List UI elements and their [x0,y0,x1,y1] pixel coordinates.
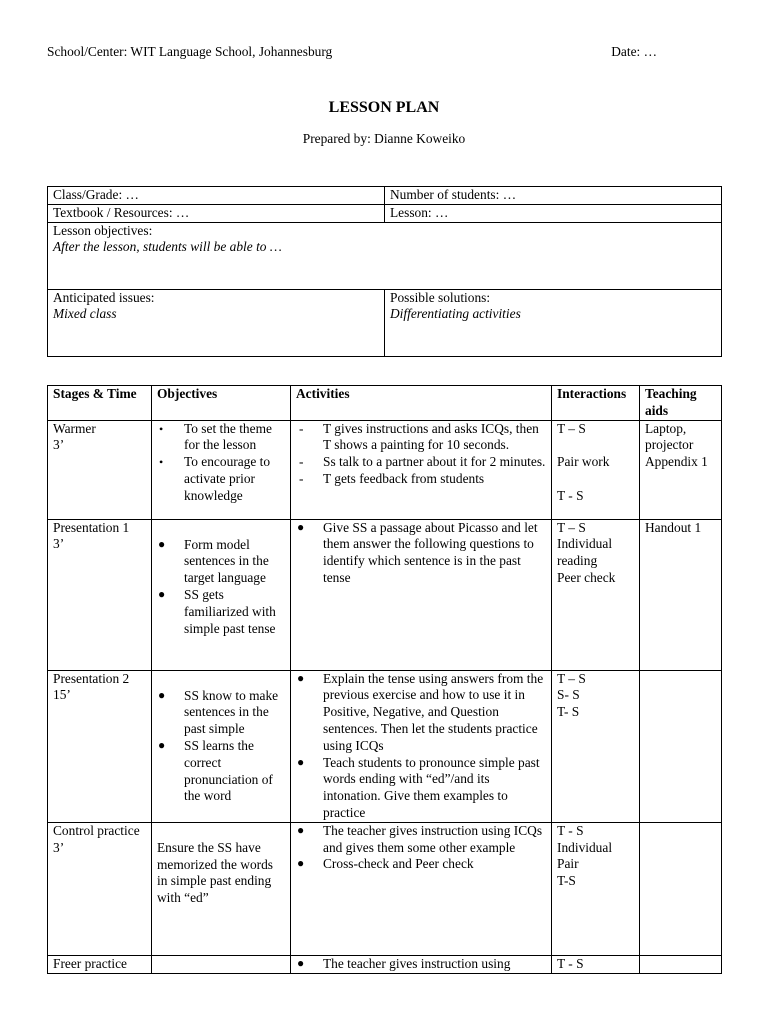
interaction: S- S [557,687,580,703]
interaction: T – S [557,670,586,686]
activities-cell [291,955,552,973]
activities-cell [291,822,552,955]
solutions-text: Differentiating activities [390,306,521,322]
table-row [48,420,722,519]
list-item: ● Teach students to pronounce simple past words ending with “ed”/and its intonation. Give them examples to practice [296,755,546,822]
interaction: Peer check [557,569,616,585]
list-item: - T gets feedback from students [296,471,546,488]
solutions-label: Possible solutions: [390,289,491,305]
objectives-label: Lesson objectives: [53,222,153,238]
objectives-cell [152,519,291,670]
teaching-aids-cell [640,822,722,955]
stage-cell [48,519,152,670]
objective-text: Ensure the SS have memorized the words in simple past ending with “ed” [157,839,274,906]
interaction: T - S [557,822,584,838]
interaction: Individual [557,839,613,855]
interaction: T - S [557,955,584,971]
interaction: T-S [557,873,576,889]
interaction: T - S [557,488,584,504]
stage-name: Control practice [53,822,140,838]
number-of-students: Number of students: … [385,187,722,205]
teaching-aids-cell: Handout 1 [640,519,722,670]
stage-name: Presentation 2 [53,670,130,686]
list-item: ● SS gets familiarized with simple past tense [157,587,285,637]
stage-time: 3’ [53,536,65,552]
interaction: T – S [557,420,586,436]
interactions-cell [552,822,640,955]
objectives-cell [152,420,291,519]
list-item: ● Form model sentences in the target language [157,537,285,587]
prepared-by: Prepared by: Dianne Koweiko [302,131,466,146]
stage-time: 15’ [53,687,71,703]
teaching-aids-cell [640,955,722,973]
date: Date: … [611,44,657,59]
list-item: • To encourage to activate prior knowledge [157,454,285,504]
list-item: • To set the theme for the lesson [157,421,285,455]
teaching-aids-cell [640,670,722,822]
possible-solutions [385,289,722,356]
stage-cell [48,670,152,822]
interaction: Individual reading [557,536,613,569]
list-item: ● SS learns the correct pronunciation of the word [157,738,285,805]
list-item: - Ss talk to a partner about it for 2 minutes. [296,454,546,471]
issues-label: Anticipated issues: [53,289,155,305]
objectives-cell [152,822,291,955]
page-title: LESSON PLAN [328,99,440,116]
list-item: ● Cross-check and Peer check [296,856,546,873]
stage-cell [48,955,152,973]
table-row [48,670,722,822]
objectives-cell [152,670,291,822]
teaching-aids-cell: Laptop, projector Appendix 1 [640,420,722,519]
col-stages: Stages & Time [48,386,152,421]
issues-text: Mixed class [53,306,117,322]
interaction: Pair [557,856,579,872]
document-header [47,44,657,61]
list-item: ● Explain the tense using answers from the previous exercise and how to use it in Positive, Negative, and Question sentences. Then let the students practice using ICQs [296,671,546,755]
school-center: School/Center: WIT Language School, Johannesburg [47,44,333,59]
interaction: Pair work [557,454,610,470]
anticipated-issues [48,289,385,356]
stage-name: Warmer [53,420,96,436]
lesson-stages-table [47,385,722,974]
col-teaching-aids: Teaching aids [640,386,722,421]
col-activities: Activities [291,386,552,421]
class-grade: Class/Grade: … [48,187,385,205]
stage-name: Presentation 1 [53,519,130,535]
interaction: T- S [557,704,580,720]
lesson: Lesson: … [385,204,722,222]
table-header-row [48,386,722,421]
objectives-cell [152,955,291,973]
activities-cell [291,420,552,519]
list-item: ● SS know to make sentences in the past simple [157,688,285,738]
textbook-resources: Textbook / Resources: … [48,204,385,222]
stage-time: 3’ [53,437,65,453]
activities-cell [291,519,552,670]
objectives-text: After the lesson, students will be able to … [53,239,282,255]
stage-name: Freer practice [53,955,127,971]
col-objectives: Objectives [152,386,291,421]
lesson-info-table [47,186,722,357]
interactions-cell [552,955,640,973]
list-item: - T gives instructions and asks ICQs, then T shows a painting for 10 seconds. [296,421,546,455]
table-row [48,955,722,973]
interaction: T – S [557,519,586,535]
lesson-objectives [48,222,722,289]
table-row [48,519,722,670]
col-interactions: Interactions [552,386,640,421]
table-row [48,822,722,955]
interactions-cell [552,420,640,519]
interactions-cell [552,670,640,822]
stage-cell [48,822,152,955]
list-item: ● Give SS a passage about Picasso and let them answer the following questions to identify which sentence is in the past tense [296,520,546,587]
stage-time: 3’ [53,839,65,855]
stage-cell [48,420,152,519]
interactions-cell [552,519,640,670]
activities-cell [291,670,552,822]
list-item: ● The teacher gives instruction using [296,956,546,973]
list-item: ● The teacher gives instruction using ICQs and gives them some other example [296,823,546,857]
